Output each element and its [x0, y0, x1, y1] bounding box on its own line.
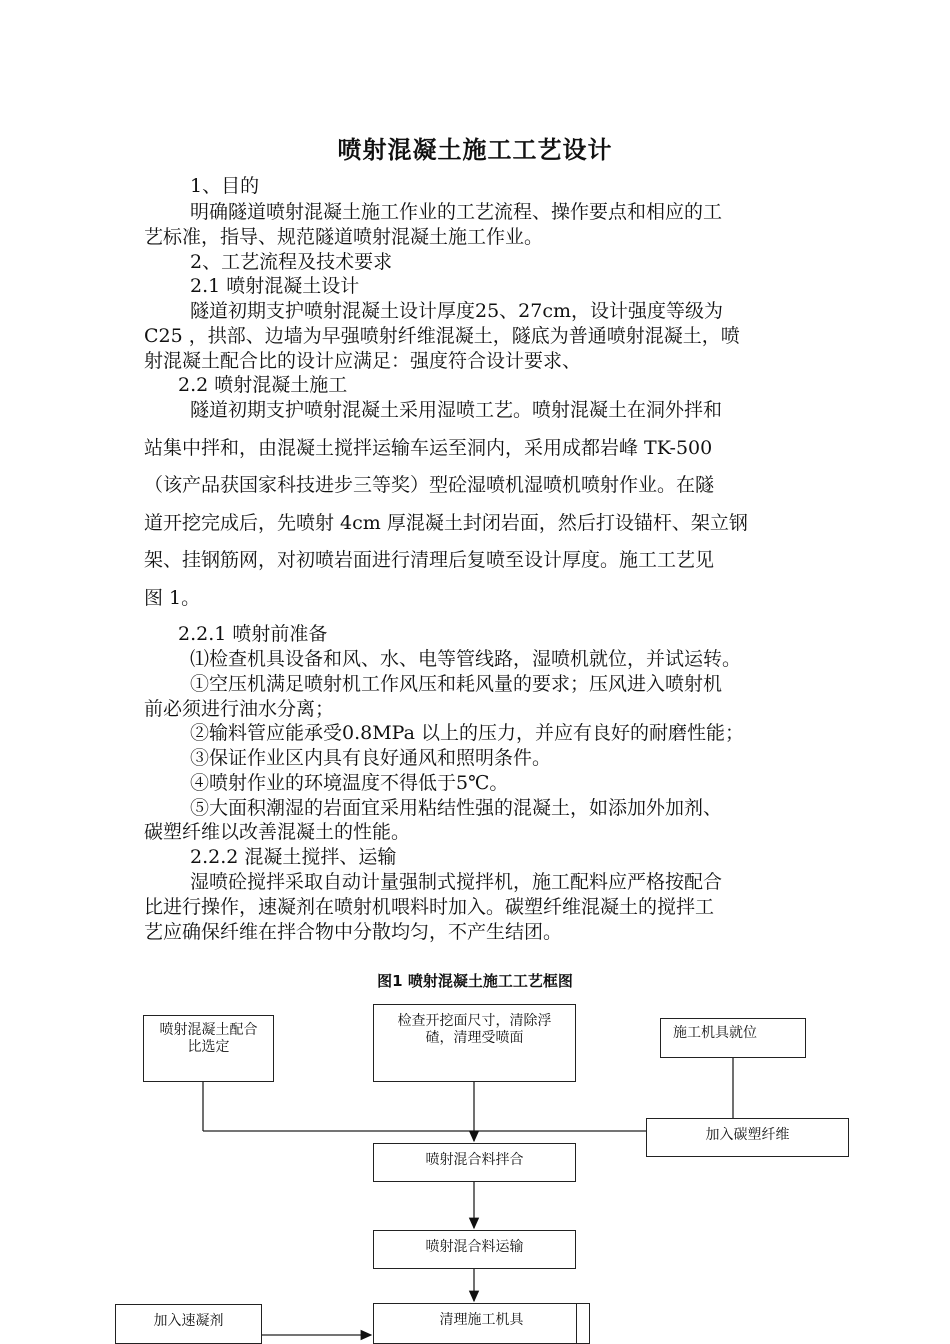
- paragraph-line: 隧道初期支护喷射混凝土采用湿喷工艺。喷射混凝土在洞外拌和: [190, 399, 723, 421]
- paragraph-line: ④喷射作业的环境温度不得低于5℃。: [190, 772, 509, 794]
- paragraph-line: 隧道初期支护喷射混凝土设计厚度25、27cm，设计强度等级为: [190, 300, 724, 322]
- flow-box-add-fiber: 加入碳塑纤维: [646, 1118, 849, 1157]
- paragraph-line: 站集中拌和，由混凝土搅拌运输车运至洞内，采用成都岩峰 TK-500: [144, 437, 713, 459]
- paragraph-line: 明确隧道喷射混凝土施工作业的工艺流程、操作要点和相应的工: [190, 201, 723, 223]
- flow-box-clean-equipment: 清理施工机具: [373, 1303, 590, 1344]
- paragraph-line: 比进行操作，速凝剂在喷射机喂料时加入。碳塑纤维混凝土的搅拌工: [144, 896, 715, 918]
- subsection-heading: 2.1 喷射混凝土设计: [190, 275, 360, 297]
- paragraph-line: ③保证作业区内具有良好通风和照明条件。: [190, 747, 552, 769]
- flow-box-mix-design: 喷射混凝土配合比选定: [143, 1015, 274, 1082]
- paragraph-line: 道开挖完成后，先喷射 4cm 厚混凝土封闭岩面，然后打设锚杆、架立钢: [144, 512, 748, 534]
- paragraph-line: ⑤大面积潮湿的岩面宜采用粘结性强的混凝土，如添加外加剂、: [190, 797, 723, 819]
- paragraph-line: ②输料管应能承受0.8MPa 以上的压力，并应有良好的耐磨性能；: [190, 722, 744, 744]
- paragraph-line: ⑴检查机具设备和风、水、电等管线路，湿喷机就位，并试运转。: [190, 648, 742, 670]
- paragraph-line: ①空压机满足喷射机工作风压和耗风量的要求；压风进入喷射机: [190, 673, 723, 695]
- paragraph-line: 射混凝土配合比的设计应满足：强度符合设计要求、: [144, 350, 582, 372]
- figure-caption: 图1 喷射混凝土施工工艺框图: [377, 972, 573, 990]
- paragraph-line: 湿喷砼搅拌采取自动计量强制式搅拌机，施工配料应严格按配合: [190, 871, 723, 893]
- paragraph-line: （该产品获国家科技进步三等奖）型砼湿喷机湿喷机喷射作业。在隧: [144, 474, 715, 496]
- flow-box-add-accelerator: 加入速凝剂: [115, 1304, 262, 1344]
- subsection-heading: 2.2.2 混凝土搅拌、运输: [190, 846, 397, 868]
- document-title: 喷射混凝土施工工艺设计: [337, 136, 613, 164]
- paragraph-line: 碳塑纤维以改善混凝土的性能。: [144, 821, 411, 843]
- flow-box-transport: 喷射混合料运输: [373, 1230, 576, 1269]
- paragraph-line: 架、挂钢筋网，对初喷岩面进行清理后复喷至设计厚度。施工工艺见: [144, 549, 715, 571]
- paragraph-line: C25 ，拱部、边墙为早强喷射纤维混凝土，隧底为普通喷射混凝土，喷: [144, 325, 740, 347]
- section-heading: 1、目的: [190, 175, 260, 197]
- flow-box-equipment-ready: 施工机具就位: [660, 1018, 806, 1058]
- flow-box-excavation-check: 检查开挖面尺寸，清除浮碴，清理受喷面: [373, 1004, 576, 1082]
- paragraph-line: 艺标准，指导、规范隧道喷射混凝土施工作业。: [144, 226, 544, 248]
- subsection-heading: 2.2.1 喷射前准备: [178, 623, 328, 645]
- subsection-heading: 2.2 喷射混凝土施工: [178, 374, 348, 396]
- paragraph-line: 前必须进行油水分离；: [144, 698, 335, 720]
- flow-box-mixing: 喷射混合料拌合: [373, 1143, 576, 1182]
- paragraph-line: 艺应确保纤维在拌合物中分散均匀，不产生结团。: [144, 921, 563, 943]
- paragraph-line: 图 1。: [144, 587, 201, 609]
- flow-box-clean-equipment-inner-border: [576, 1303, 577, 1344]
- section-heading: 2、工艺流程及技术要求: [190, 251, 393, 273]
